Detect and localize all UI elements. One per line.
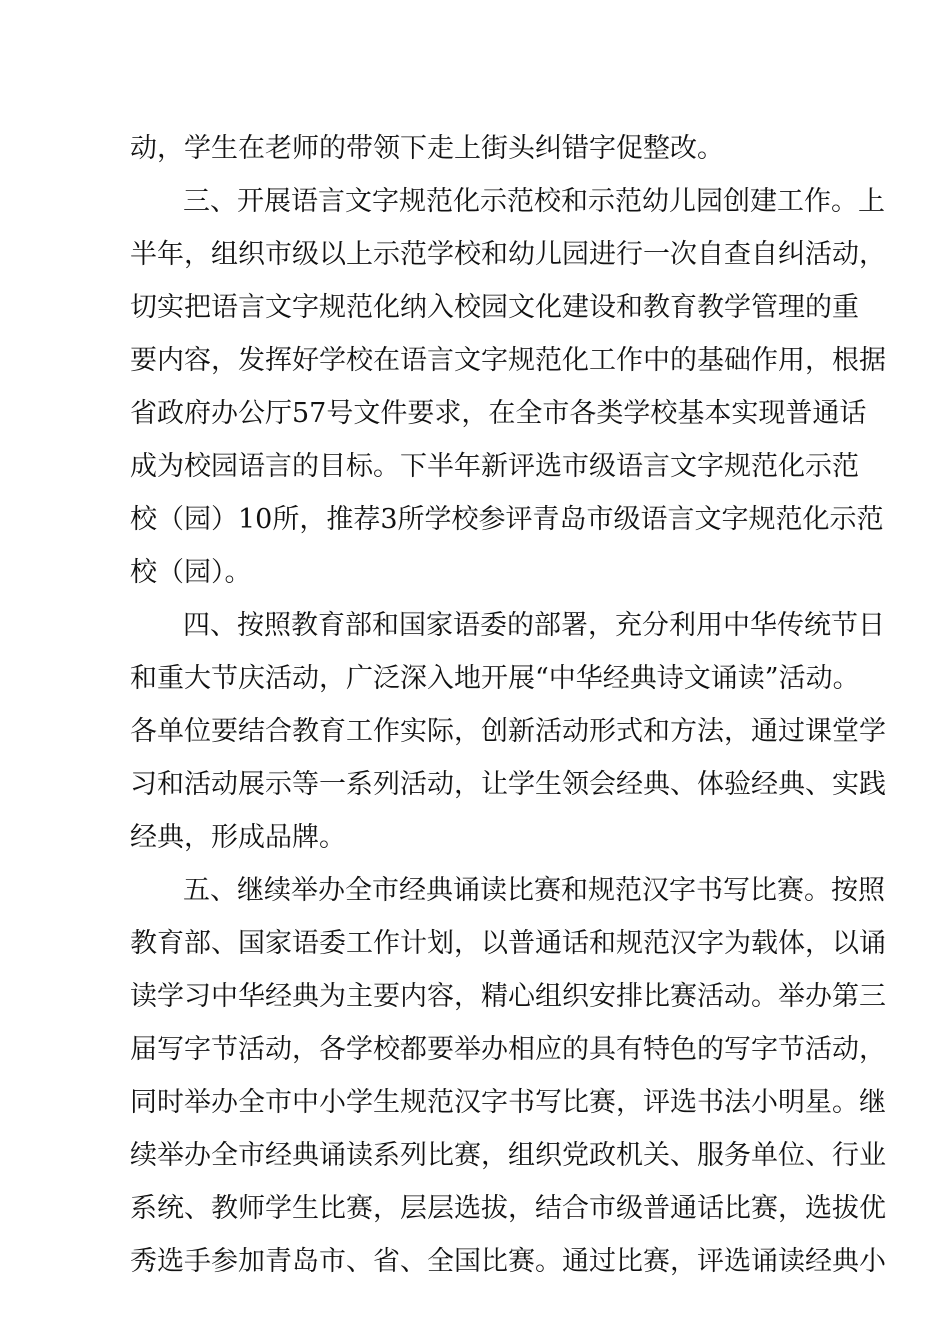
text-line: 省政府办公厅57号文件要求，在全市各类学校基本实现普通话 <box>130 398 867 429</box>
text-line: 和重大节庆活动，广泛深入地开展“中华经典诗文诵读”活动。 <box>130 663 860 694</box>
text-line: 要内容，发挥好学校在语言文字规范化工作中的基础作用，根据 <box>130 345 886 376</box>
text-line: 半年，组织市级以上示范学校和幼儿园进行一次自查自纠活动， <box>130 239 886 270</box>
text-line: 动，学生在老师的带领下走上街头纠错字促整改。 <box>130 133 724 164</box>
text-line: 系统、教师学生比赛，层层选拔，结合市级普通话比赛，选拔优 <box>130 1193 886 1224</box>
text-line: 读学习中华经典为主要内容，精心组织安排比赛活动。举办第三 <box>130 981 886 1012</box>
text-line: 教育部、国家语委工作计划，以普通话和规范汉字为载体，以诵 <box>130 928 886 959</box>
text-line: 届写字节活动，各学校都要举办相应的具有特色的写字节活动， <box>130 1034 886 1065</box>
paragraph-three-heading: 三、开展语言文字规范化示范校和示范幼儿园创建工作。上 <box>183 186 885 217</box>
paragraph-four-heading: 四、按照教育部和国家语委的部署，充分利用中华传统节日 <box>183 610 885 641</box>
text-line: 成为校园语言的目标。下半年新评选市级语言文字规范化示范 <box>130 451 859 482</box>
text-line: 经典，形成品牌。 <box>130 822 346 853</box>
text-line: 校（园）10所，推荐3所学校参评青岛市级语言文字规范化示范 <box>130 504 884 535</box>
text-line: 习和活动展示等一系列活动，让学生领会经典、体验经典、实践 <box>130 769 886 800</box>
text-line: 切实把语言文字规范化纳入校园文化建设和教育教学管理的重 <box>130 292 859 323</box>
text-line: 各单位要结合教育工作实际，创新活动形式和方法，通过课堂学 <box>130 716 886 747</box>
text-line: 秀选手参加青岛市、省、全国比赛。通过比赛，评选诵读经典小 <box>130 1246 886 1277</box>
text-line: 续举办全市经典诵读系列比赛，组织党政机关、服务单位、行业 <box>130 1140 886 1171</box>
text-line: 同时举办全市中小学生规范汉字书写比赛，评选书法小明星。继 <box>130 1087 886 1118</box>
paragraph-five-heading: 五、继续举办全市经典诵读比赛和规范汉字书写比赛。按照 <box>183 875 885 906</box>
text-line: 校（园）。 <box>130 557 252 588</box>
